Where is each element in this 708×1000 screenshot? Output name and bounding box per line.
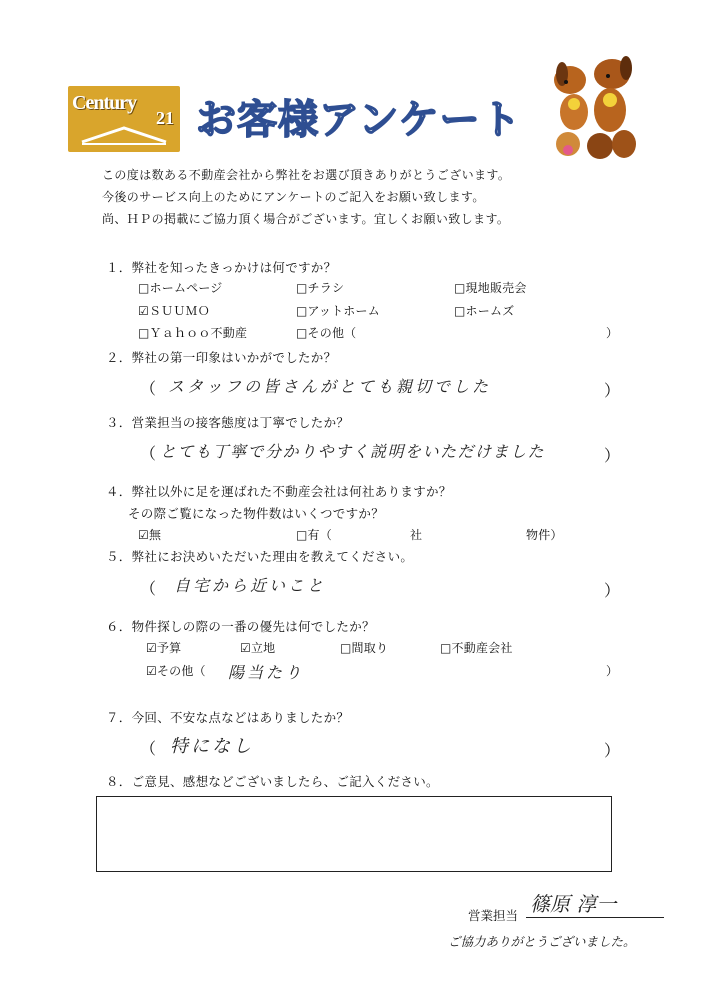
logo-number: 21 xyxy=(156,108,174,128)
q6-option-agency[interactable]: □不動産会社 xyxy=(440,641,513,655)
sales-rep-name: 篠原 淳一 xyxy=(526,888,664,918)
question-3: ３．営業担当の接客態度は丁寧でしたか？ xyxy=(106,415,350,430)
q5-open-paren: （ xyxy=(140,579,157,598)
q3-answer[interactable]: とても丁寧で分かりやすく説明をいただけました xyxy=(160,442,546,461)
q4-option-none[interactable]: ☑無 xyxy=(138,528,162,542)
q3-close-paren: ） xyxy=(604,446,621,465)
survey-title: お客様アンケート xyxy=(196,97,522,143)
q4-option-yes[interactable]: □有（ xyxy=(296,528,332,542)
q2-close-paren: ） xyxy=(604,381,621,400)
intro-line-1: この度は数ある不動産会社から弊社をお選び頂きありがとうございます。 xyxy=(102,168,511,182)
question-1: １．弊社を知ったきっかけは何ですか？ xyxy=(106,260,337,275)
question-5: ５．弊社にお決めいただいた理由を教えてください。 xyxy=(106,549,414,564)
q1-option-other[interactable]: □その他（ xyxy=(296,326,357,340)
q6-option-budget[interactable]: ☑予算 xyxy=(146,641,182,655)
q4-label-properties: 物件） xyxy=(526,528,563,542)
q1-option-open-house[interactable]: □現地販売会 xyxy=(454,281,527,295)
q5-close-paren: ） xyxy=(604,581,621,600)
sales-rep-label: 営業担当 xyxy=(468,908,519,923)
q6-option-floorplan[interactable]: □間取り xyxy=(340,641,389,655)
q1-option-suumo[interactable]: ☑ＳＵＵＭＯ xyxy=(138,304,210,318)
question-7: ７．今回、不安な点などはありましたか？ xyxy=(106,710,350,725)
q1-option-homepage[interactable]: □ホームページ xyxy=(138,281,223,295)
q6-option-location[interactable]: ☑立地 xyxy=(240,641,276,655)
house-roof-icon xyxy=(78,124,170,146)
comment-box[interactable] xyxy=(96,796,612,872)
dog-mascot-icon xyxy=(540,52,640,162)
question-2: ２．弊社の第一印象はいかがでしたか？ xyxy=(106,350,337,365)
q7-close-paren: ） xyxy=(604,741,621,760)
q3-open-paren: （ xyxy=(140,444,157,463)
logo-text: Century xyxy=(72,92,137,114)
q1-option-flyer[interactable]: □チラシ xyxy=(296,281,345,295)
question-4-sub: その際ご覧になった物件数はいくつですか？ xyxy=(128,506,385,521)
century21-logo xyxy=(68,86,180,152)
q4-label-companies: 社 xyxy=(410,528,423,542)
q6-option-other[interactable]: ☑その他（ xyxy=(146,664,206,678)
q7-answer[interactable]: 特になし xyxy=(170,736,254,757)
q1-option-athome[interactable]: □アットホーム xyxy=(296,304,380,318)
question-8: ８．ご意見、感想などございましたら、ご記入ください。 xyxy=(106,774,439,789)
q6-other-answer[interactable]: 陽当たり xyxy=(228,663,305,682)
q1-option-homes[interactable]: □ホームズ xyxy=(454,304,515,318)
q2-open-paren: （ xyxy=(140,379,157,398)
question-4: ４．弊社以外に足を運ばれた不動産会社は何社ありますか？ xyxy=(106,484,452,499)
question-6: ６．物件探しの際の一番の優先は何でしたか？ xyxy=(106,619,375,634)
thanks-message: ご協力ありがとうございました。 xyxy=(448,934,636,949)
q6-close-paren: ） xyxy=(606,664,619,678)
intro-line-3: 尚、ＨＰの掲載にご協力頂く場合がございます。宜しくお願い致します。 xyxy=(102,212,510,226)
q7-open-paren: （ xyxy=(140,739,157,758)
intro-line-2: 今後のサービス向上のためにアンケートのご記入をお願い致します。 xyxy=(102,190,485,204)
q2-answer[interactable]: スタッフの皆さんがとても親切でした xyxy=(168,377,492,396)
q5-answer[interactable]: 自宅から近いこと xyxy=(174,576,327,595)
q1-close-paren: ） xyxy=(606,326,619,340)
q1-option-yahoo[interactable]: □Ｙａｈｏｏ不動産 xyxy=(138,326,248,340)
